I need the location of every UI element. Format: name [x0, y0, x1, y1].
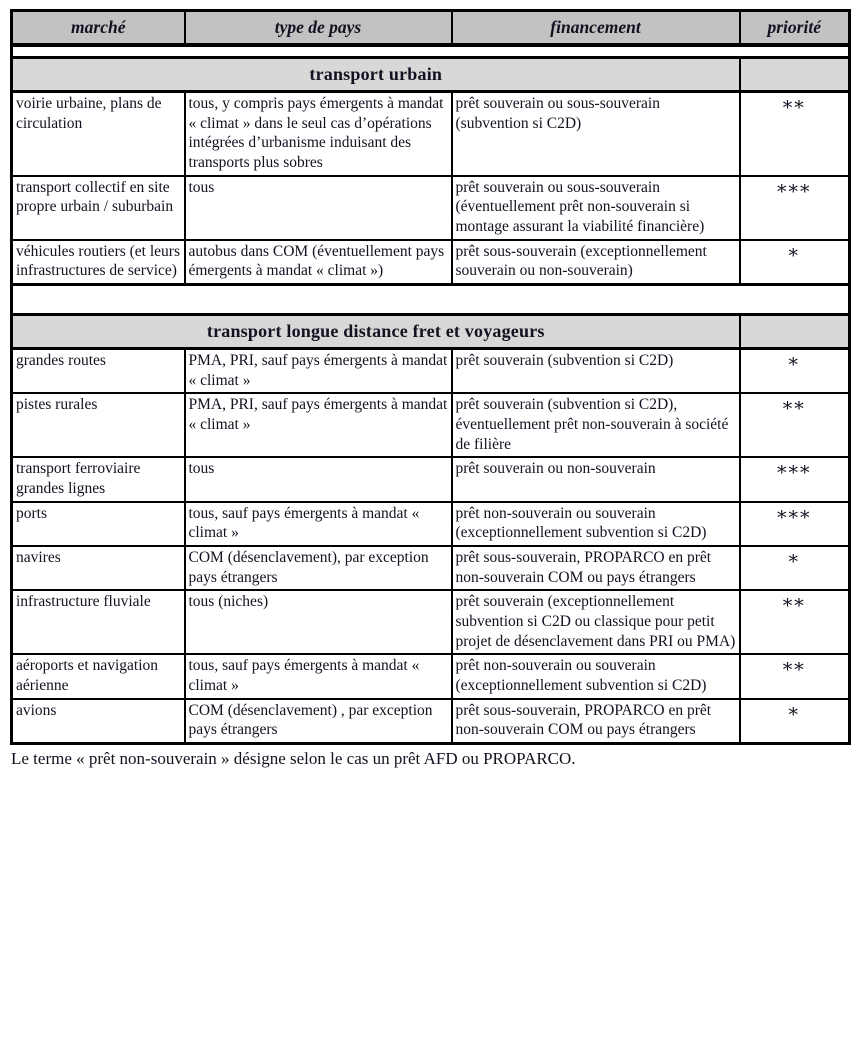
cell-priorite: *	[740, 546, 850, 590]
cell-financement: prêt sous-souverain (exceptionnellement souverain ou non-souverain)	[452, 240, 740, 285]
cell-priorite: **	[740, 92, 850, 176]
header-row	[12, 11, 850, 45]
cell-financement: prêt sous-souverain, PROPARCO en prêt non-souverain COM ou pays étrangers	[452, 546, 740, 590]
cell-priorite: **	[740, 393, 850, 457]
table-row	[12, 240, 850, 285]
section-priority-cell	[740, 58, 850, 92]
cell-marche: aéroports et navigation aérienne	[12, 654, 185, 698]
cell-pays: tous	[185, 457, 452, 501]
cell-marche: grandes routes	[12, 349, 185, 394]
cell-pays: tous (niches)	[185, 590, 452, 654]
column-header-type-de-pays: type de pays	[185, 11, 452, 45]
section-priority-cell	[740, 315, 850, 349]
spacer-row	[12, 45, 850, 58]
cell-marche: transport ferroviaire grandes lignes	[12, 457, 185, 501]
column-header-priorite: priorité	[740, 11, 850, 45]
cell-pays: COM (désenclavement), par exception pays étrangers	[185, 546, 452, 590]
table-row	[12, 546, 850, 590]
table-row	[12, 92, 850, 176]
cell-marche: transport collectif en site propre urbain / suburbain	[12, 176, 185, 240]
table-row	[12, 176, 850, 240]
cell-financement: prêt souverain ou non-souverain	[452, 457, 740, 501]
cell-marche: avions	[12, 699, 185, 744]
table-row	[12, 590, 850, 654]
cell-marche: infrastructure fluviale	[12, 590, 185, 654]
table-row	[12, 654, 850, 698]
table-row	[12, 349, 850, 394]
cell-pays: tous	[185, 176, 452, 240]
section-title: transport longue distance fret et voyageurs	[12, 315, 740, 349]
cell-priorite: *	[740, 699, 850, 744]
cell-pays: tous, sauf pays émergents à mandat « climat »	[185, 502, 452, 546]
cell-priorite: **	[740, 654, 850, 698]
cell-priorite: ***	[740, 457, 850, 501]
table-body	[12, 45, 850, 744]
cell-marche: véhicules routiers (et leurs infrastructures de service)	[12, 240, 185, 285]
cell-financement: prêt non-souverain ou souverain (exceptionnellement subvention si C2D)	[452, 654, 740, 698]
cell-financement: prêt souverain ou sous-souverain (éventuellement prêt non-souverain si montage assurant la viabilité financière)	[452, 176, 740, 240]
cell-financement: prêt souverain ou sous-souverain (subvention si C2D)	[452, 92, 740, 176]
cell-pays: tous, sauf pays émergents à mandat « climat »	[185, 654, 452, 698]
footnote: Le terme « prêt non-souverain » désigne selon le cas un prêt AFD ou PROPARCO.	[11, 749, 576, 769]
cell-financement: prêt souverain (exceptionnellement subvention si C2D ou classique pour petit projet de désenclavement dans PRI ou PMA)	[452, 590, 740, 654]
section-header-row	[12, 58, 850, 92]
table-row	[12, 393, 850, 457]
cell-marche: pistes rurales	[12, 393, 185, 457]
table-row	[12, 457, 850, 501]
cell-marche: navires	[12, 546, 185, 590]
section-header-row	[12, 315, 850, 349]
cell-pays: PMA, PRI, sauf pays émergents à mandat « climat »	[185, 393, 452, 457]
spacer-cell	[12, 45, 850, 58]
cell-priorite: *	[740, 349, 850, 394]
section-title: transport urbain	[12, 58, 740, 92]
table-row	[12, 699, 850, 744]
cell-pays: autobus dans COM (éventuellement pays émergents à mandat « climat »)	[185, 240, 452, 285]
cell-financement: prêt non-souverain ou souverain (exceptionnellement subvention si C2D)	[452, 502, 740, 546]
cell-marche: ports	[12, 502, 185, 546]
spacer-row	[12, 285, 850, 315]
cell-financement: prêt sous-souverain, PROPARCO en prêt non-souverain COM ou pays étrangers	[452, 699, 740, 744]
cell-pays: COM (désenclavement) , par exception pays étrangers	[185, 699, 452, 744]
column-header-financement: financement	[452, 11, 740, 45]
table-row	[12, 502, 850, 546]
cell-pays: tous, y compris pays émergents à mandat « climat » dans le seul cas d’opérations intégrées d’urbanisme induisant des transports plus sobres	[185, 92, 452, 176]
cell-priorite: **	[740, 590, 850, 654]
cell-financement: prêt souverain (subvention si C2D)	[452, 349, 740, 394]
financing-table	[10, 9, 851, 745]
cell-priorite: ***	[740, 176, 850, 240]
cell-marche: voirie urbaine, plans de circulation	[12, 92, 185, 176]
cell-priorite: *	[740, 240, 850, 285]
cell-pays: PMA, PRI, sauf pays émergents à mandat « climat »	[185, 349, 452, 394]
cell-priorite: ***	[740, 502, 850, 546]
spacer-cell	[12, 285, 850, 315]
cell-financement: prêt souverain (subvention si C2D), éventuellement prêt non-souverain à société de filière	[452, 393, 740, 457]
column-header-marche: marché	[12, 11, 185, 45]
table-header	[12, 11, 850, 45]
